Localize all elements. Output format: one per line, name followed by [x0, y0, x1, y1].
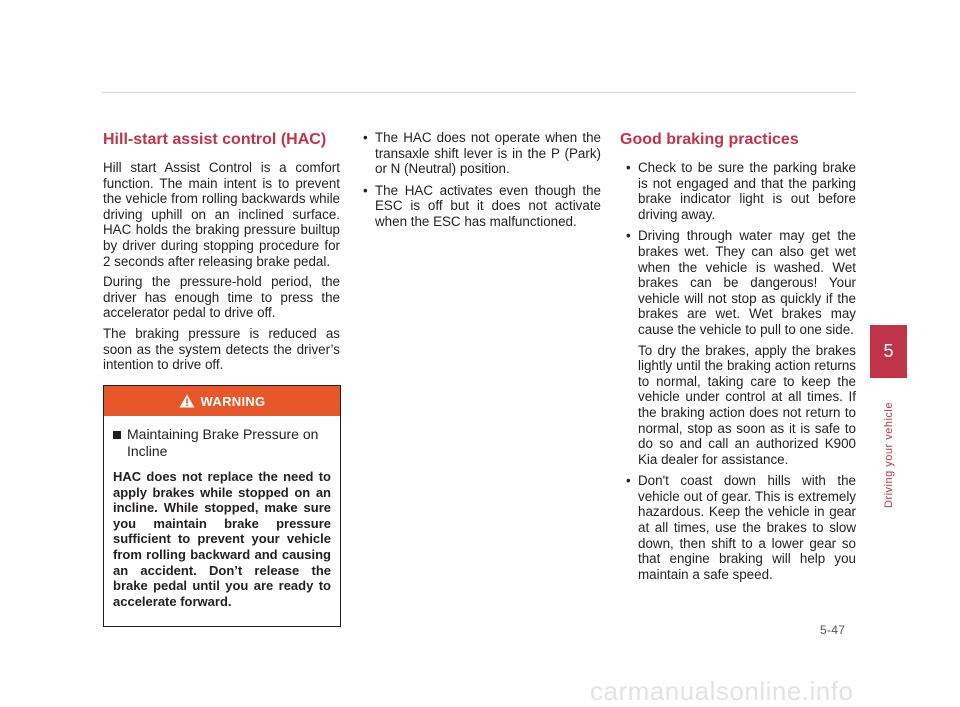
- warning-subheading: [113, 426, 331, 460]
- list-item-continuation: To dry the brakes, apply the brakes lightly until the braking action returns to normal, taking care to keep the vehicle under control at all times. If the braking action does not return to normal, stop as soon as it is safe to do so and call an authorized K900 Kia dealer for assistance.: [638, 342, 856, 467]
- section-heading-braking: Good braking practices: [620, 131, 799, 148]
- warning-header: [104, 386, 340, 416]
- list-item: • Check to be sure the parking brake is not engaged and that the parking brake indicator light is out before driving away.: [620, 160, 856, 222]
- warning-triangle-icon: [179, 394, 195, 408]
- bullet-list: [357, 130, 601, 230]
- right-column: [620, 130, 856, 588]
- warning-box: [103, 385, 341, 627]
- chapter-tab: 5: [870, 325, 907, 378]
- bullet-list: [620, 160, 856, 582]
- warning-label: WARNING: [200, 393, 266, 409]
- paragraph: During the pressure-hold period, the driver has enough time to press the accelerator pedal to drive off.: [103, 274, 340, 321]
- chapter-label: Driving your vehicle: [883, 402, 895, 508]
- paragraph: The braking pressure is reduced as soon as the system detects the driver’s intention to drive off.: [103, 325, 340, 373]
- middle-column: [357, 130, 601, 236]
- warning-body: [104, 416, 340, 609]
- list-item: • The HAC does not operate when the transaxle shift lever is in the P (Park) or N (Neutral) position.: [357, 130, 601, 177]
- list-item: [620, 228, 856, 467]
- square-bullet-icon: [113, 431, 121, 439]
- list-item: • Don't coast down hills with the vehicle out of gear. This is extremely hazardous. Keep the vehicle in gear at all times, use the brakes to slow down, then shift to a lower gear so that engine braking will help you maintain a safe speed.: [620, 473, 856, 582]
- list-item: • The HAC activates even though the ESC is off but it does not activate when the ESC has malfunctioned.: [357, 183, 601, 230]
- left-column: [103, 130, 340, 378]
- warning-subheading-text: Maintaining Brake Pressure on Incline: [127, 426, 319, 459]
- paragraph: Hill start Assist Control is a comfort function. The main intent is to prevent the vehicle from rolling backwards while driving uphill on an inclined surface. HAC holds the braking pressure builtup by driver during stopping procedure for 2 seconds after releasing brake pedal.: [103, 160, 340, 269]
- watermark: carmanualsonline.info: [590, 676, 854, 706]
- section-heading-hac: Hill-start assist control (HAC): [103, 131, 327, 148]
- page-number: 5-47: [820, 623, 846, 637]
- list-item-text: • Driving through water may get the brakes wet. They can also get wet when the vehicle is washed. Wet brakes can be dangerous! Your vehicle will not stop as quickly if the brakes are wet. Wet brakes may cause the vehicle to pull to one side.: [638, 228, 856, 337]
- warning-text: HAC does not replace the need to apply brakes while stopped on an incline. While stopped, make sure you maintain brake pressure sufficient to prevent your vehicle from rolling backward and causing an accident. Don’t release the brake pedal until you are ready to accelerate forward.: [113, 469, 331, 609]
- top-rule: [102, 92, 856, 93]
